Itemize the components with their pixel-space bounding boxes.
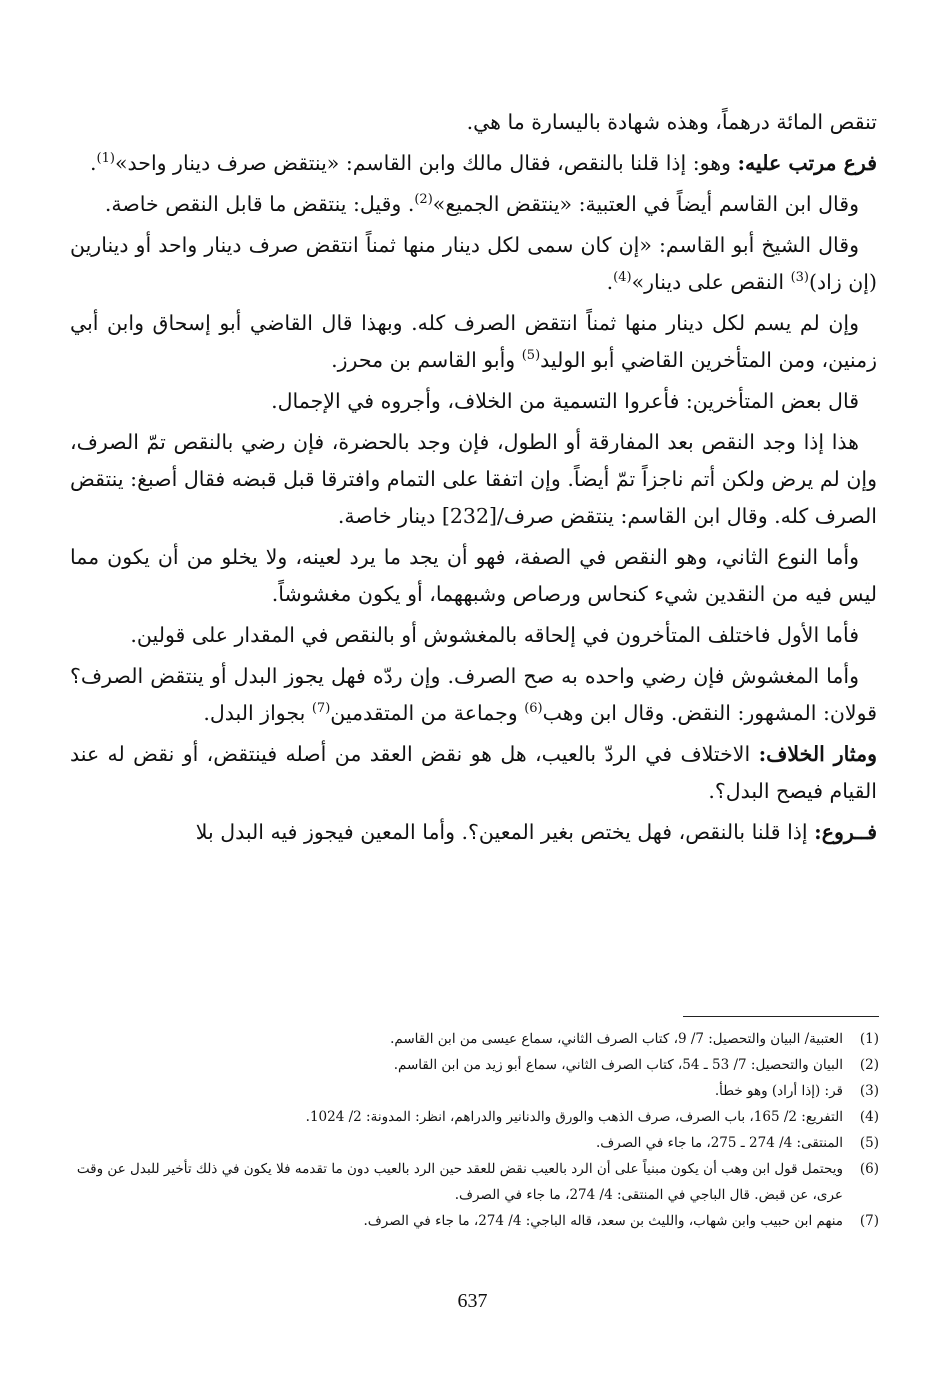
footnote-text: منهم ابن حبيب وابن شهاب، والليث بن سعد، قاله الباجي: 4/ 274، ما جاء في الصرف. — [363, 1213, 843, 1229]
footnote — [70, 1156, 879, 1208]
footnote-text: البيان والتحصيل: 7/ 53 ـ 54، كتاب الصرف الثاني، سماع أبو زيد من ابن القاسم. — [393, 1057, 843, 1073]
footnote-ref: (5) — [521, 348, 541, 364]
paragraph-text: تنقص المائة درهماً، وهذه شهادة باليسارة ما هي. — [466, 110, 877, 134]
paragraph — [70, 424, 877, 535]
footnote-number: (5) — [859, 1135, 879, 1151]
page-number: 637 — [457, 1290, 488, 1312]
paragraph-text: وقال الشيخ أبو القاسم: «إن كان سمى لكل دينار منها ثمناً انتقض صرف دينار واحد أو دينارين (إن زاد) — [70, 233, 877, 294]
section-heading: فرع مرتب عليه: — [737, 151, 877, 175]
section-heading: ومثار الخلاف: — [758, 742, 877, 766]
paragraph-text: قال بعض المتأخرين: فأعروا التسمية من الخلاف، وأجروه في الإجمال. — [271, 389, 859, 413]
paragraph — [70, 186, 877, 223]
footnote-ref: (4) — [613, 270, 632, 286]
paragraph — [70, 814, 877, 851]
footnote-number: (4) — [859, 1109, 879, 1125]
paragraph-text: الاختلاف في الردّ بالعيب، هل هو نقض العقد من أصله فينتقض، أو نقض له عند القيام فيصح البدل؟. — [70, 742, 877, 803]
paragraph-text: هذا إذا وجد النقص بعد المفارقة أو الطول، فإن وجد بالحضرة، فإن رضي بالنقص تمّ الصرف، وإن لم يرض ولكن أتم ناجزاً تمّ أيضاً. وإن اتفقا على التمام وافترقا قبل قبضه فقال أصبغ: ينتقض الصرف كله. وقال ابن القاسم: ينتقض صرف/[232] دينار خاصة. — [70, 430, 877, 528]
footnote-text: التفريع: 2/ 165، باب الصرف، صرف الذهب والورق والدنانير والدراهم، انظر: المدونة: 2/ 1024. — [305, 1109, 843, 1125]
footnote-text: قر: (إذا أراد) وهو خطأ. — [714, 1083, 843, 1099]
section-heading: فــروع: — [814, 820, 877, 844]
footnote-ref: (3) — [790, 270, 809, 286]
paragraph-text: فأما الأول فاختلف المتأخرون في إلحاقه بالمغشوش أو بالنقص في المقدار على قولين. — [130, 623, 859, 647]
paragraph — [70, 617, 877, 654]
paragraph-text: وأبو القاسم بن محرز. — [331, 348, 522, 372]
footnote — [70, 1052, 879, 1078]
paragraph-text: وجماعة من المتقدمين — [330, 701, 525, 725]
footnote-number: (2) — [859, 1057, 879, 1073]
paragraph-text: وأما النوع الثاني، وهو النقص في الصفة، فهو أن يجد ما يرد لعينه، ولا يخلو من أن يكون مما ليس فيه من النقدين شيء كنحاس ورصاص وشبههما، أو يكون مغشوشاً. — [70, 545, 877, 606]
paragraph-text: وقال ابن القاسم أيضاً في العتبية: «ينتقض الجميع» — [432, 192, 859, 216]
paragraph-text: النقص على دينار» — [631, 270, 791, 294]
footnote-text: المنتقى: 4/ 274 ـ 275، ما جاء في الصرف. — [596, 1135, 843, 1151]
footnote-ref: (6) — [524, 701, 543, 717]
footnote-number: (6) — [859, 1161, 879, 1177]
footnote-number: (1) — [859, 1031, 879, 1047]
paragraph: فرع مرتب عليه: وهو: إذا قلنا بالنقص، فقال مالك وابن القاسم: «ينتقض صرف دينار واحد»$^{(1)}$. — [90, 151, 877, 175]
footnote — [70, 1026, 879, 1052]
paragraph: وقال الشيخ أبو القاسم: «إن كان سمى لكل دينار منها ثمناً انتقض صرف دينار واحد أو دينارين (إن زاد)$^{(3)}$ النقص على دينار»$^{(4)}$. — [70, 233, 877, 294]
footnote-ref: (7) — [311, 701, 331, 717]
footnote — [70, 1104, 879, 1130]
footnote-ref: (2) — [414, 192, 433, 208]
paragraph — [70, 736, 877, 810]
paragraph — [70, 539, 877, 613]
footnote — [70, 1130, 879, 1156]
footnote — [70, 1208, 879, 1234]
footnote-text: العتبية/ البيان والتحصيل: 7/ 9، كتاب الصرف الثاني، سماع عيسى من ابن القاسم. — [390, 1031, 843, 1047]
paragraph — [70, 383, 877, 420]
footnote-number: (3) — [859, 1083, 879, 1099]
paragraph — [70, 104, 877, 141]
main-text — [70, 104, 877, 855]
footnote — [70, 1078, 879, 1104]
paragraph-text: وإن لم يسم لكل دينار منها ثمناً انتقض الصرف كله. وبهذا قال القاضي أبو إسحاق وابن أبي زمنين، ومن المتأخرين القاضي أبو الوليد — [70, 311, 877, 372]
paragraph-text: وأما المغشوش فإن رضي واحده به صح الصرف. وإن ردّه فهل يجوز البدل أو ينتقض الصرف؟ قولان: المشهور: النقض. وقال ابن وهب — [70, 664, 877, 725]
paragraph-text: . وقيل: ينتقض ما قابل النقص خاصة. — [104, 192, 415, 216]
footnote-number: (7) — [859, 1213, 879, 1229]
footnote-ref: (1) — [96, 151, 115, 167]
paragraph — [70, 305, 877, 379]
paragraph-text: بجواز البدل. — [203, 701, 312, 725]
paragraph — [70, 658, 877, 732]
footnote-text: ويحتمل قول ابن وهب أن يكون مبنياً على أن الرد بالعيب نقض للعقد حين الرد بالعيب دون ما تقدمه فلا يكون في ذلك تأخير للبدل عن وقت عرى، عن قبض. قال الباجي في المنتقى: 4/ 274، ما جاء في الصرف. — [76, 1161, 843, 1203]
paragraph-text: وهو: إذا قلنا بالنقص، فقال مالك وابن القاسم: «ينتقض صرف دينار واحد» — [114, 151, 731, 175]
footnote-divider — [683, 1016, 879, 1017]
footnotes — [70, 1026, 879, 1234]
paragraph-text: إذا قلنا بالنقص، فهل يختص بغير المعين؟. وأما المعين فيجوز فيه البدل بلا — [195, 820, 808, 844]
